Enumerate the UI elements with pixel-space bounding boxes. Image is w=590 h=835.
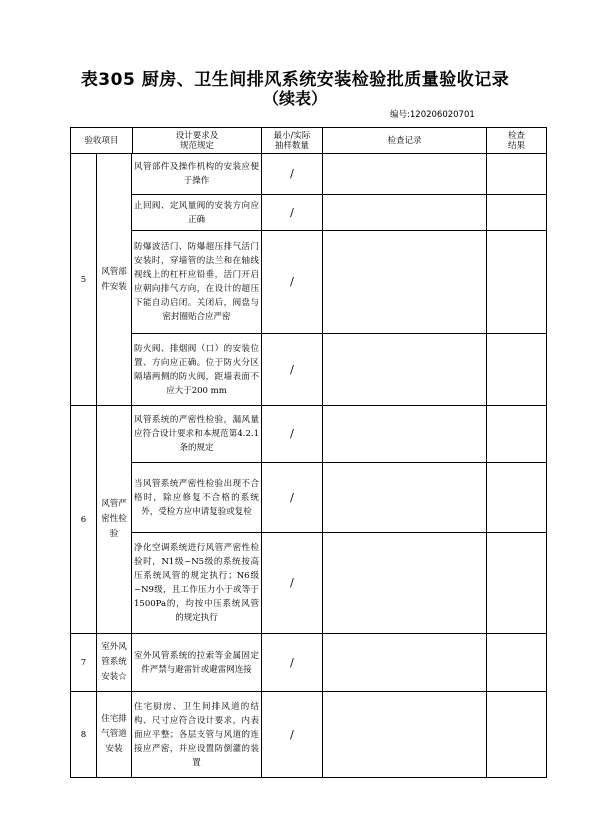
group-7-result-1[interactable] [487,634,547,692]
col-header-sample-line2: 抽样数量 [274,140,309,151]
form-subtitle: （续表） [262,89,327,108]
col-header-item [71,128,262,154]
group-6-name: 风管严密性检验 [97,406,132,634]
group-5-result-4[interactable] [487,334,547,406]
group-6-sample-2: / [262,463,323,533]
group-8-result-1[interactable] [487,692,547,778]
group-6-result-3[interactable] [487,533,547,634]
col-header-result-line1: 检查 [507,130,525,141]
group-5-requirement-3: 防爆波活门、防爆超压排气活门安装时，穿墙管的法兰和在轴线视线上的杠杆应铅垂，活门开启应朝向排气方向，在设计的超压下能自动启闭。关闭后，阀盘与密封圈贴合应严密 [132,231,262,334]
group-5-record-1[interactable] [323,154,487,195]
group-6-requirement-2: 当风管系统严密性检验出现不合格时，除应修复不合格的系统外，受检方应申请复验或复检 [132,463,262,533]
group-6-number: 6 [80,514,87,525]
group-7-number: 7 [80,657,87,668]
group-5-requirement-2: 止回阀、定风量阀的安装方向应正确 [132,195,262,231]
inspection-table [70,127,547,778]
group-5-requirement-1: 风管部件及操作机构的安装应便于操作 [132,154,262,195]
group-5-name: 风管部件安装 [97,154,132,406]
group-6-requirement-3: 净化空调系统进行风管严密性检验时，N1级~N5级的系统按高压系统风管的规定执行；N6级~N9级，且工作压力小于或等于1500Pa的，均按中压系统风管的规定执行 [132,533,262,634]
group-5-sample-2: / [262,195,323,231]
col-header-sample-line1: 最小/实际 [273,130,311,141]
group-5-result-1[interactable] [487,154,547,195]
code-label: 编号: [390,110,410,120]
group-8-record-1[interactable] [323,692,487,778]
group-6-requirement-1: 风管系统的严密性检验，漏风量应符合设计要求和本规范第4.2.1条的规定 [132,406,262,463]
col-header-item-label: 验收项目 [71,128,133,153]
group-5-record-3[interactable] [323,231,487,334]
group-6-record-1[interactable] [323,406,487,463]
group-5-result-2[interactable] [487,195,547,231]
group-6-sample-1: / [262,406,323,463]
group-5-record-2[interactable] [323,195,487,231]
col-header-requirement-line1: 设计要求及 [175,130,219,141]
group-5-sample-1: / [262,154,323,195]
group-5-requirement-4: 防火阀、排烟阀（口）的安装位置、方向应正确。位于防火分区隔墙两侧的防火阀，距墙表面不应大于200 mm [132,334,262,406]
group-8-requirement-1: 住宅厨房、卫生间排风道的结构、尺寸应符合设计要求，内表面应平整；各层支管与风道的连接应严密，并应设置防倒灌的装置 [132,692,262,778]
group-8-name: 住宅排气管道安装 [97,692,132,778]
group-8-no [71,692,97,778]
col-header-requirement [133,128,261,153]
group-7-sample-1: / [262,634,323,692]
col-header-result [487,128,547,154]
group-8-number: 8 [80,729,87,740]
group-5-record-4[interactable] [323,334,487,406]
group-6-sample-3: / [262,533,323,634]
col-header-requirement-line2: 规范规定 [179,140,214,151]
group-8-sample-1: / [262,692,323,778]
col-header-sample [262,128,323,154]
group-7-name: 室外风管系统安装☆ [97,634,132,692]
code-value: 120206020701 [409,110,475,120]
group-6-record-3[interactable] [323,533,487,634]
group-7-record-1[interactable] [323,634,487,692]
group-5-sample-4: / [262,334,323,406]
group-6-no [71,406,97,634]
group-6-result-2[interactable] [487,463,547,533]
group-6-record-2[interactable] [323,463,487,533]
group-6-result-1[interactable] [487,406,547,463]
group-5-number: 5 [80,274,87,285]
group-7-no [71,634,97,692]
group-5-result-3[interactable] [487,231,547,334]
col-header-record: 检查记录 [323,128,487,154]
form-code [390,109,475,121]
group-5-sample-3: / [262,231,323,334]
group-7-requirement-1: 室外风管系统的拉索等金属固定件严禁与避雷针或避雷网连接 [132,634,262,692]
col-header-result-line2: 结果 [507,140,525,151]
group-5-no [71,154,97,406]
form-title: 表305 厨房、卫生间排风系统安装检验批质量验收记录 [80,70,510,90]
